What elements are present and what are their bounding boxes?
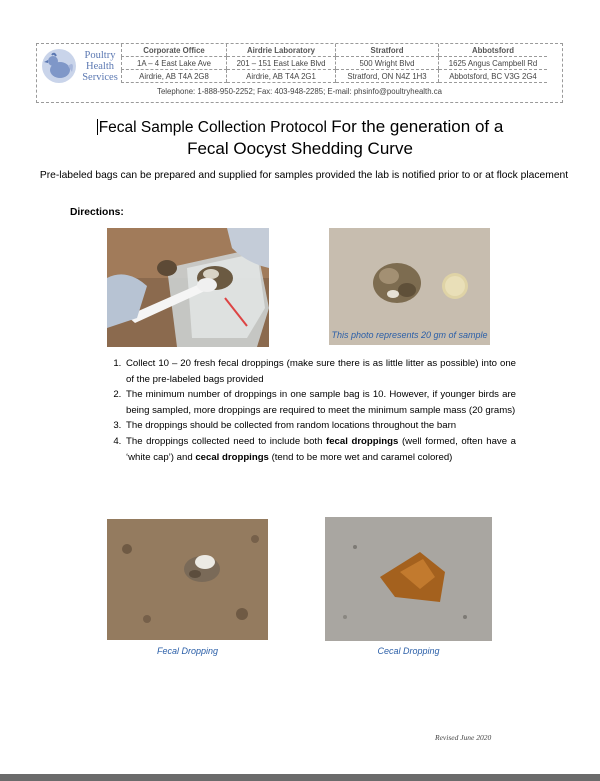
office-address: 500 Wright Blvd <box>336 57 439 70</box>
office-address: 201 – 151 East Lake Blvd <box>227 57 336 70</box>
step-text: The droppings should be collected from random locations throughout the barn <box>126 420 457 432</box>
photo-caption-cecal: Cecal Dropping <box>377 646 440 656</box>
list-item <box>124 387 516 418</box>
list-item <box>124 418 516 434</box>
office-city: Airdrie, AB T4A 2G8 <box>122 70 227 83</box>
step-text: The minimum number of droppings in one sample bag is 10. However, if younger birds are being sampled, more droppings are required to meet the minimum sample mass (20 grams) <box>126 389 516 416</box>
directions-heading: Directions: <box>70 207 124 218</box>
logo-text-line3: Services <box>82 72 118 83</box>
step-text-mid: (well formed, often have a ‘white cap’) and <box>126 435 516 463</box>
logo-text-line1: Poultry <box>84 50 116 61</box>
revised-date: Revised June 2020 <box>435 733 492 742</box>
title-part-a: Fecal Sample Collection Protocol <box>98 119 332 136</box>
chicken-logo-icon <box>39 46 79 86</box>
step-text-post: (tend to be more wet and caramel colored) <box>268 451 453 463</box>
office-address: 1A – 4 East Lake Ave <box>122 57 227 70</box>
photo-cecal-dropping <box>325 517 492 641</box>
office-name: Stratford <box>336 44 439 57</box>
office-city: Stratford, ON N4Z 1H3 <box>336 70 439 83</box>
document-title-line1 <box>0 117 600 137</box>
list-item <box>124 356 516 387</box>
photo-fecal-dropping <box>107 519 268 640</box>
office-name: Corporate Office <box>122 44 227 57</box>
letterhead <box>36 43 563 103</box>
office-name: Airdrie Laboratory <box>227 44 336 57</box>
directions-list <box>104 356 516 465</box>
photo-caption-fecal: Fecal Dropping <box>156 646 219 656</box>
office-name: Abbotsford <box>439 44 548 57</box>
photo-spoon-bag <box>107 228 269 347</box>
logo <box>39 46 119 86</box>
office-city: Abbotsford, BC V3G 2G4 <box>439 70 548 83</box>
office-city: Airdrie, AB T4A 2G1 <box>227 70 336 83</box>
step-text-pre: The droppings collected need to include both <box>126 435 327 447</box>
step-text: Collect 10 – 20 fresh fecal droppings (make sure there is as little litter as possible) into one of the pre-labeled bags provided <box>126 358 516 385</box>
office-address: 1625 Angus Campbell Rd <box>439 57 548 70</box>
step-bold-cecal: cecal droppings <box>195 451 269 463</box>
list-item <box>124 434 516 465</box>
contact-line: Telephone: 1-888-950-2252; Fax: 403-948-2285; E-mail: phsinfo@poultryhealth.ca <box>157 87 442 96</box>
window-bottom-bar <box>0 774 600 781</box>
step-bold-fecal: fecal droppings <box>326 435 399 447</box>
photo-20gm-sample <box>329 228 490 345</box>
photo-caption-sample: This photo represents 20 gm of sample <box>331 330 488 340</box>
title-part-b: For the generation of a <box>331 117 504 136</box>
document-title-line2: Fecal Oocyst Shedding Curve <box>187 139 413 158</box>
intro-paragraph: Pre-labeled bags can be prepared and supplied for samples provided the lab is notified prior to or at flock placement <box>39 170 569 181</box>
logo-text-line2: Health <box>86 61 114 72</box>
office-table <box>121 44 547 83</box>
text-cursor <box>97 119 98 135</box>
